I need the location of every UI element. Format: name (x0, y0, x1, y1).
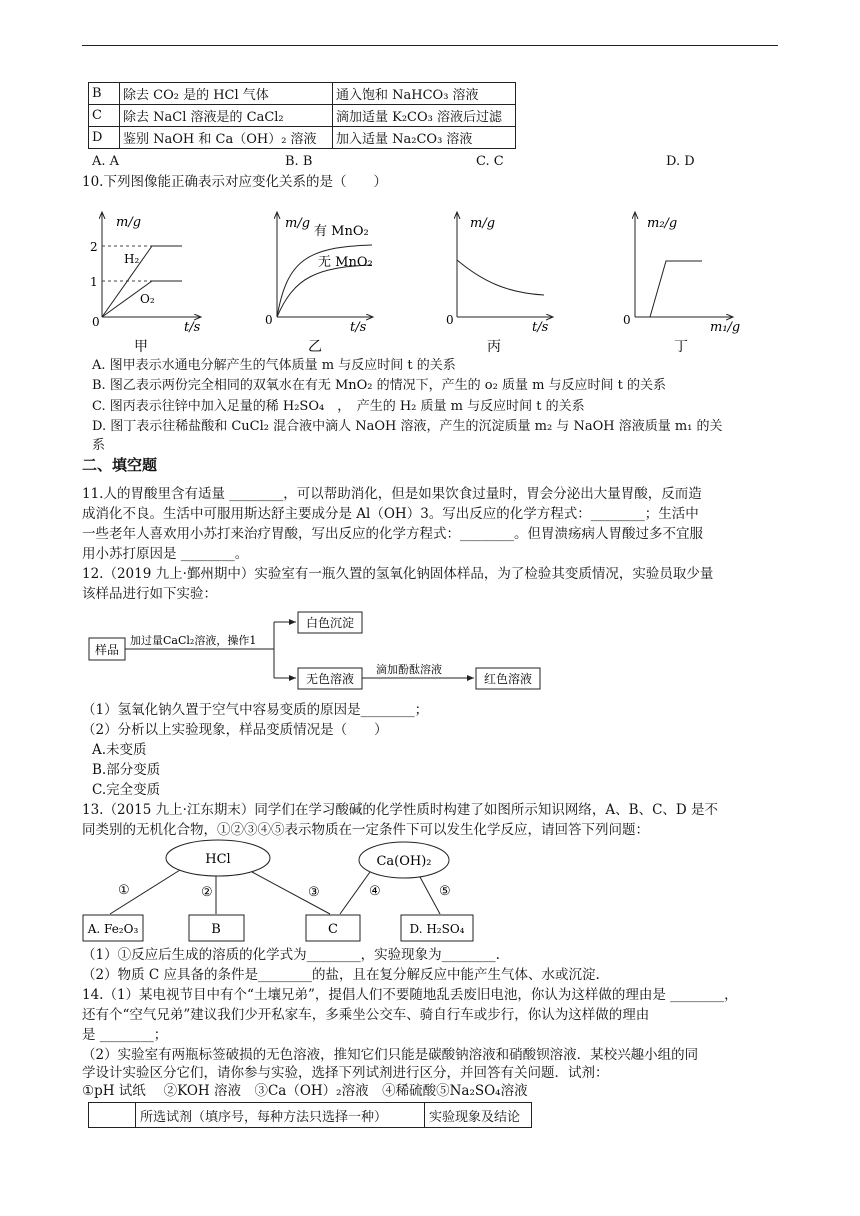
q13-sub-1: （1）①反应后生成的溶质的化学式为________，实验现象为________. (82, 947, 500, 963)
node-b-label: B (211, 922, 221, 937)
q11-line-1: 11.人的胃酸里含有适量 ________，可以帮助消化，但是如果饮食过量时，胃会分泌出大量胃酸，反而造 (82, 486, 702, 502)
sample-label: 样品 (94, 643, 120, 657)
q11-line-2: 成消化不良。生活中可服用斯达舒主要成分是 Al（OH）3。写出反应的化学方程式：________；生活中 (82, 506, 699, 522)
q14-line-2: 还有个“空气兄弟”建议我们少开私家车，多乘坐公交车、骑自行车或步行，你认为这样做的理由 (82, 1007, 650, 1023)
q13-line-2: 同类别的无机化合物，①②③④⑤表示物质在一定条件下可以发生化学反应，请回答下列问题： (82, 822, 649, 838)
q10-option-b: B. 图乙表示两份完全相同的双氧水在有无 MnO₂ 的情况下，产生的 o₂ 质量 m 与反应时间 t 的关系 (92, 378, 667, 393)
table-row: D 鉴别 NaOH 和 Ca（OH）₂ 溶液 加入适量 Na₂CO₃ 溶液 (89, 127, 516, 149)
colorless-solution-label: 无色溶液 (305, 672, 355, 686)
graph-jia (90, 213, 201, 355)
hcl-label: HCl (205, 852, 231, 867)
jia-y1: 1 (90, 275, 98, 289)
reaction-2: ② (201, 885, 213, 900)
q12-choice-c: C.完全变质 (92, 782, 161, 798)
q13-sub-2: （2）物质 C 应具备的条件是________的盐，且在复分解反应中能产生气体、水或沉淀. (82, 967, 600, 983)
q14-line-5: 学设计实验区分它们，请你参与实验，选择下列试剂进行区分，并回答有关问题．试剂： (82, 1065, 609, 1081)
option-b: B. B (285, 154, 313, 169)
table-row: C 除去 NaCl 溶液是的 CaCl₂ 滴加适量 K₂CO₃ 溶液后过滤 (89, 105, 516, 127)
q10-option-d-cont: 系 (92, 438, 106, 453)
q12-choice-b: B.部分变质 (92, 762, 161, 778)
bing-ylabel: m/g (470, 216, 496, 231)
caoh2-label: Ca(OH)₂ (376, 854, 432, 869)
yi-caption: 乙 (308, 339, 322, 355)
option-c: C. C (476, 154, 504, 169)
jia-xlabel: t/s (184, 320, 201, 335)
bing-xlabel: t/s (532, 320, 549, 335)
node-d-label: D. H₂SO₄ (409, 922, 465, 936)
q12-sub-1: （1）氢氧化钠久置于空气中容易变质的原因是________； (82, 702, 429, 718)
q10-option-a: A. 图甲表示水通电分解产生的气体质量 m 与反应时间 t 的关系 (92, 358, 456, 373)
q10-option-d: D. 图丁表示往稀盐酸和 CuCl₂ 混合液中滴人 NaOH 溶液，产生的沉淀质量 m₂ 与 NaOH 溶液质量 m₁ 的关 (92, 419, 723, 434)
q10-graphs (82, 205, 782, 355)
q13-line-1: 13.（2015 九上·江东期末）同学们在学习酸碱的化学性质时构建了如图所示知识网络，A、B、C、D 是不 (82, 802, 719, 818)
jia-h2: H₂ (124, 252, 140, 266)
reaction-1: ① (118, 883, 130, 898)
ding-xlabel: m₁/g (710, 320, 741, 335)
table-row: B 除去 CO₂ 是的 HCl 气体 通入饱和 NaHCO₃ 溶液 (89, 83, 516, 105)
reaction-3: ③ (308, 885, 320, 900)
yi-origin: 0 (265, 313, 273, 327)
graph-yi (265, 213, 373, 355)
q13-network (80, 838, 500, 946)
graph-bing (446, 213, 552, 355)
yi-without-mno2: 无 MnO₂ (318, 255, 373, 270)
white-precipitate-label: 白色沉淀 (305, 616, 355, 630)
yi-ylabel: m/g (285, 216, 311, 231)
reagent-table (88, 82, 516, 149)
q12-line-2: 该样品进行如下实验： (82, 586, 217, 602)
q12-flowchart (86, 605, 546, 695)
bing-origin: 0 (446, 313, 454, 327)
table-row: 所选试剂（填序号，每种方法只选择一种） 实验现象及结论 (89, 1103, 532, 1128)
reaction-4: ④ (369, 884, 381, 899)
yi-with-mno2: 有 MnO₂ (314, 224, 369, 239)
q14-reagents: ①pH 试纸 ②KOH 溶液 ③Ca（OH）₂溶液 ④稀硫酸⑤Na₂SO₄溶液 (82, 1083, 528, 1099)
graph-ding (623, 213, 740, 355)
node-a-label: A. Fe₂O₃ (87, 922, 139, 936)
ding-caption: 丁 (674, 339, 688, 355)
q10-stem: 10.下列图像能正确表示对应变化关系的是（ ） (82, 174, 387, 190)
red-solution-label: 红色溶液 (483, 672, 533, 686)
option-d: D. D (666, 154, 695, 169)
q12-choice-a: A.未变质 (92, 742, 147, 758)
section-heading: 二、填空题 (82, 456, 158, 474)
header-rule (82, 45, 778, 46)
ding-origin: 0 (623, 313, 631, 327)
q12-line-1: 12.（2019 九上·鄞州期中）实验室有一瓶久置的氢氧化钠固体样品，为了检验其变质情况，实验员取少量 (82, 566, 714, 582)
jia-o2: O₂ (140, 292, 155, 306)
jia-y2: 2 (90, 240, 98, 254)
q11-line-3: 一些老年人喜欢用小苏打来治疗胃酸，写出反应的化学方程式：________。但胃溃疡病人胃酸过多不宜服 (82, 526, 703, 542)
q14-line-1: 14.（1）某电视节目中有个“土壤兄弟”，提倡人们不要随地乱丢废旧电池，你认为这样做的理由是 ________， (82, 987, 738, 1003)
node-c-label: C (328, 922, 338, 937)
jia-ylabel: m/g (116, 215, 142, 230)
step-label: 加过量CaCl₂溶液，操作1 (130, 634, 257, 647)
option-a: A. A (92, 154, 120, 169)
q10-option-c: C. 图丙表示往锌中加入足量的稀 H₂SO₄ ， 产生的 H₂ 质量 m 与反应时间 t 的关系 (92, 399, 585, 414)
q14-answer-table (88, 1102, 532, 1128)
q14-line-3: 是 ________； (82, 1027, 168, 1043)
reaction-5: ⑤ (439, 884, 451, 899)
q12-sub-2: （2）分析以上实验现象，样品变质情况是（ ） (82, 722, 388, 738)
phenolphthalein-label: 滴加酚酞溶液 (376, 663, 442, 676)
jia-caption: 甲 (134, 339, 148, 355)
bing-caption: 丙 (487, 339, 501, 355)
q11-line-4: 用小苏打原因是 ________。 (82, 546, 249, 562)
q14-line-4: （2）实验室有两瓶标签破损的无色溶液，推知它们只能是碳酸钠溶液和硝酸钡溶液．某校兴趣小组的同 (82, 1047, 699, 1063)
ding-ylabel: m₂/g (647, 216, 678, 231)
yi-xlabel: t/s (350, 320, 367, 335)
jia-origin: 0 (92, 315, 100, 329)
